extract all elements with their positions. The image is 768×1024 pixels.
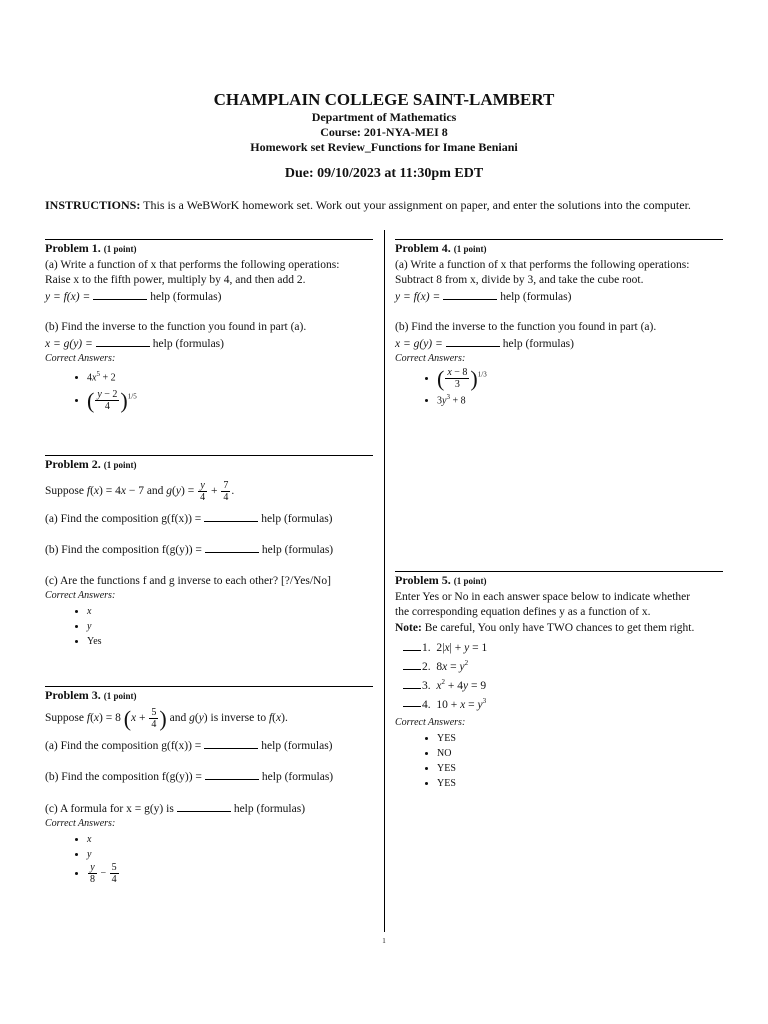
answer-item: • x (87, 832, 373, 847)
problem-1-part-a-line1: (a) Write a function of x that performs the following operations: (45, 258, 340, 271)
problem-4-answer-b-row: x = g(y) = help (formulas) (395, 337, 574, 350)
problem-3 (45, 686, 373, 885)
help-link[interactable]: help (formulas) (261, 512, 333, 525)
problem-3-answer-a-field[interactable] (204, 738, 258, 749)
column-divider (384, 230, 385, 932)
answer-item: • x (87, 604, 373, 619)
problem-2 (45, 455, 373, 649)
correct-answers-label: Correct Answers: (45, 353, 116, 364)
problem-1-answer-b-row: x = g(y) = help (formulas) (45, 337, 224, 350)
problem-3-part-a: (a) Find the composition g(f(x)) = help (formulas) (45, 739, 333, 752)
answer-item: • y (87, 619, 373, 634)
answer-item: • Yes (87, 634, 373, 649)
problem-3-suppose: Suppose f(x) = 8 (x + $\frac{5}{4}$ ) and g(y) is inverse to f(x). (45, 705, 288, 731)
problem-3-part-b: (b) Find the composition f(g(y)) = help (formulas) (45, 771, 334, 783)
help-link[interactable]: help (formulas) (261, 544, 334, 556)
problem-2-part-c: (c) Are the functions f and g inverse to each other? [?/Yes/No] (45, 574, 331, 587)
problem-3-answer-c-field[interactable] (177, 801, 231, 812)
instructions (45, 198, 735, 213)
problem-2-part-b: (b) Find the composition f(g(y)) = help (formulas) (45, 544, 334, 556)
correct-answers-label: Correct Answers: (45, 590, 116, 601)
problem-4-part-a-line1: (a) Write a function of x that performs the following operations: (395, 258, 690, 271)
problem-5-answer-field[interactable] (403, 696, 421, 707)
help-link[interactable]: help (formulas) (233, 802, 306, 815)
instructions-label: INSTRUCTIONS: (45, 198, 141, 212)
problem-2-answer-a-field[interactable] (204, 511, 258, 522)
answer-item: • NO (437, 746, 723, 761)
problem-5-answer-field[interactable] (403, 678, 421, 689)
problem-5-item: 3. $x^2 + 4y = 9$ (403, 675, 723, 694)
problem-3-title: Problem 3. (1 point) (45, 686, 373, 705)
problem-2-answers (45, 604, 373, 649)
correct-answers-label: Correct Answers: (395, 717, 466, 729)
due-date: Due: 09/10/2023 at 11:30pm EDT (284, 166, 484, 181)
course-label: Course: 201-NYA-MEI 8 (320, 125, 448, 139)
problem-1-title: Problem 1. (1 point) (45, 239, 373, 258)
answer-item: • $3y^3 + 8$ (437, 390, 723, 408)
answer-item: • YES (437, 761, 723, 776)
problem-3-answer-b-field[interactable] (205, 769, 259, 780)
problem-1-part-b: (b) Find the inverse to the function you found in part (a). (45, 321, 307, 333)
department-label: Department of Mathematics (311, 110, 457, 124)
help-link[interactable]: help (formulas) (152, 337, 224, 350)
problem-1-answer-a-field[interactable] (93, 289, 147, 300)
problem-5 (395, 571, 723, 791)
problem-4-answer-a-field[interactable] (443, 289, 497, 300)
problem-2-title: Problem 2. (1 point) (45, 455, 373, 474)
page-number: 1 (382, 937, 386, 945)
problem-5-note: Note: Be careful, You only have TWO chances to get them right. (395, 621, 695, 634)
answer-item: • YES (437, 731, 723, 746)
problem-5-item: 4. $10 + x = y^3$ (403, 694, 723, 713)
problem-4-part-a-line2: Subtract 8 from x, divide by 3, and take the cube root. (395, 274, 644, 286)
problem-3-answers (45, 832, 373, 885)
problem-5-answer-field[interactable] (403, 659, 421, 670)
answer-item: • ( $\frac{y - 2}{4}$ )$^{1/5}$ (87, 389, 373, 412)
problem-5-title: Problem 5. (1 point) (395, 571, 723, 590)
problem-4 (395, 239, 723, 408)
problem-5-items (395, 640, 723, 712)
problem-2-suppose: Suppose f(x) = 4x − 7 and g(y) = $\frac{y}{4}$ + $\frac{7}{4}$ . (45, 479, 235, 503)
problem-4-answer-b-field[interactable] (446, 336, 500, 347)
problem-1-part-a-line2: Raise x to the fifth power, multiply by 4, and then add 2. (45, 274, 306, 286)
problem-4-answer-a-row: y = f(x) = help (formulas) (395, 290, 572, 303)
problem-4-answers (395, 367, 723, 408)
answer-item: • YES (437, 776, 723, 791)
problem-1-answer-a-row: y = f(x) = help (formulas) (45, 290, 222, 303)
problem-4-part-b: (b) Find the inverse to the function you found in part (a). (395, 321, 657, 333)
answer-item: • y (87, 847, 373, 862)
instructions-text: This is a WeBWorK homework set. Work out your assignment on paper, and enter the solutions into the computer. (143, 198, 691, 212)
problem-3-part-c: (c) A formula for x = g(y) is help (formulas) (45, 802, 306, 815)
problem-5-answers (395, 731, 723, 791)
help-link[interactable]: help (formulas) (502, 337, 574, 350)
correct-answers-label: Correct Answers: (45, 818, 116, 829)
help-link[interactable]: help (formulas) (150, 290, 222, 303)
problem-5-intro-line2: the corresponding equation defines y as a function of x. (395, 606, 651, 618)
problem-1-answers (45, 367, 373, 412)
correct-answers-label: Correct Answers: (395, 353, 466, 364)
help-link[interactable]: help (formulas) (261, 771, 334, 783)
problem-1 (45, 239, 373, 412)
problem-4-title: Problem 4. (1 point) (395, 239, 723, 258)
college-title: CHAMPLAIN COLLEGE SAINT-LAMBERT (213, 90, 555, 109)
answer-item: • ( $\frac{x - 8}{3}$ )$^{1/3}$ (437, 367, 723, 390)
problem-5-answer-field[interactable] (403, 640, 421, 651)
answer-item: • $4x^5 + 2$ (87, 367, 373, 385)
homework-label: Homework set Review_Functions for Imane Beniani (250, 140, 518, 154)
help-link[interactable]: help (formulas) (500, 290, 572, 303)
problem-5-item: 2. $8x = y^2$ (403, 656, 723, 675)
problem-1-answer-b-field[interactable] (96, 336, 150, 347)
help-link[interactable]: help (formulas) (261, 739, 333, 752)
answer-item: • $\frac{y}{8}$ − $\frac{5}{4}$ (87, 862, 373, 885)
problem-2-part-a: (a) Find the composition g(f(x)) = help (formulas) (45, 512, 333, 525)
problem-5-intro-line1: Enter Yes or No in each answer space below to indicate whether (395, 590, 691, 603)
problem-2-answer-b-field[interactable] (205, 542, 259, 553)
problem-5-item: 1. 2|x| + y = 1 (403, 640, 723, 656)
